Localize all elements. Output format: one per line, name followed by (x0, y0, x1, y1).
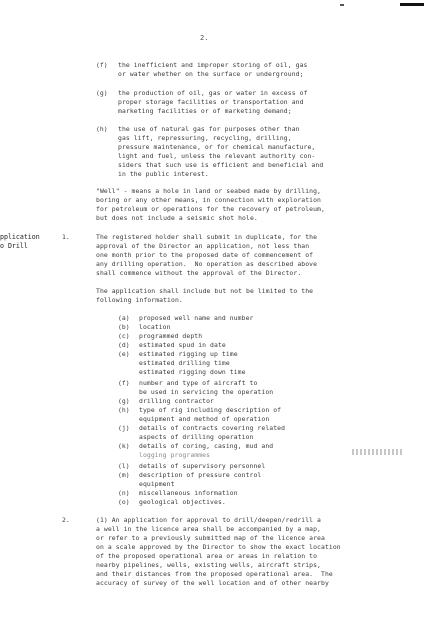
paragraph-line: and their distances from the proposed operational area. The (96, 570, 333, 578)
list-key: (d) (118, 341, 130, 349)
list-item: type of rig including description of (139, 406, 282, 414)
list-key: (f) (118, 379, 130, 387)
item-key: (f) (96, 61, 108, 69)
list-item: description of pressure control (139, 471, 262, 479)
paragraph-line: following information. (96, 296, 183, 304)
list-item: details of supervisory personnel (139, 462, 266, 470)
item-line: gas lift, repressuring, recycling, drilling, (118, 134, 292, 142)
item-line: proper storage facilities or transportation and (118, 98, 304, 106)
paragraph-line: or refer to a previously submitted map of the licence area (96, 534, 325, 542)
list-item: number and type of aircraft to (139, 379, 258, 387)
list-key: (g) (118, 397, 130, 405)
list-key: (c) (118, 332, 130, 340)
list-key: (b) (118, 323, 130, 331)
item-line: light and fuel, unless the relevant authority con- (118, 152, 316, 160)
list-key: (l) (118, 462, 130, 470)
list-item: equipment and method of operation (139, 415, 270, 423)
paragraph-line: approval of the Director an application, not less than (96, 242, 310, 250)
list-key: (e) (118, 350, 130, 358)
scan-smudge (352, 449, 402, 455)
item-key: (h) (96, 125, 108, 133)
definition-line: for petroleum or operations for the recovery of petroleum, (96, 205, 325, 213)
item-line: pressure maintenance, or for chemical manufacture, (118, 143, 316, 151)
list-item: drilling contractor (139, 397, 215, 405)
paragraph-line: one month prior to the proposed date of commencement of (96, 251, 314, 259)
margin-heading: o Drill (0, 242, 28, 250)
list-item: logging programmes (139, 451, 211, 459)
scan-mark (400, 3, 424, 6)
list-item: programmed depth (139, 332, 203, 340)
margin-heading: pplication (0, 233, 40, 241)
list-key: (o) (118, 498, 130, 506)
item-line: the use of natural gas for purposes other than (118, 125, 300, 133)
list-item: estimated spud in date (139, 341, 226, 349)
list-item: details of contracts covering related (139, 424, 286, 432)
item-line: the production of oil, gas or water in excess of (118, 89, 308, 97)
list-item: estimated drilling time (139, 359, 230, 367)
paragraph-line: any drilling operation. No operation as described above (96, 260, 318, 268)
definition-line: "Well" - means a hole in land or seabed made by drilling, (96, 187, 322, 195)
list-item: estimated rigging up time (139, 350, 238, 358)
item-line: siders that such use is efficient and beneficial and (118, 161, 324, 169)
list-item: estimated rigging down time (139, 368, 246, 376)
list-item: proposed well name and number (139, 314, 254, 322)
list-item: aspects of drilling operation (139, 433, 254, 441)
section-number: 2. (62, 516, 70, 524)
paragraph-line: on a scale approved by the Director to show the exact location (96, 543, 341, 551)
list-item: details of coring, casing, mud and (139, 442, 274, 450)
paragraph-line: shall commence without the approval of the Director. (96, 269, 302, 277)
list-key: (k) (118, 442, 130, 450)
item-key: (g) (96, 89, 108, 97)
list-item: equipment (139, 480, 175, 488)
section-number: 1. (62, 233, 70, 241)
paragraph-line: The registered holder shall submit in duplicate, for the (96, 233, 318, 241)
list-key: (h) (118, 406, 130, 414)
paragraph-line: The application shall include but not be limited to the (96, 287, 314, 295)
paragraph-line: nearby pipelines, wells, existing wells, aircraft strips, (96, 561, 322, 569)
list-key: (m) (118, 471, 130, 479)
list-item: geological objectives. (139, 498, 226, 506)
list-key: (a) (118, 314, 130, 322)
list-item: be used in servicing the operation (139, 388, 274, 396)
definition-line: but does not include a seismic shot hole. (96, 214, 258, 222)
list-key: (j) (118, 424, 130, 432)
paragraph-line: a well in the licence area shall be accompanied by a map, (96, 525, 322, 533)
paragraph-line: (1) An application for approval to drill/deepen/redrill a (96, 516, 322, 524)
definition-line: boring or any other means, in connection with exploration (96, 196, 322, 204)
paragraph-line: accuracy of survey of the well location and of other nearby (96, 579, 329, 587)
item-line: marketing facilities or of marketing demand; (118, 107, 292, 115)
item-line: in the public interest. (118, 170, 209, 178)
item-line: the inefficient and improper storing of oil, gas (118, 61, 308, 69)
list-item: miscellaneous information (139, 489, 238, 497)
page-number: 2. (200, 34, 209, 42)
scan-mark (340, 4, 344, 6)
item-line: or water whether on the surface or underground; (118, 70, 304, 78)
list-item: location (139, 323, 171, 331)
paragraph-line: of the proposed operational area or areas in relation to (96, 552, 318, 560)
list-key: (n) (118, 489, 130, 497)
